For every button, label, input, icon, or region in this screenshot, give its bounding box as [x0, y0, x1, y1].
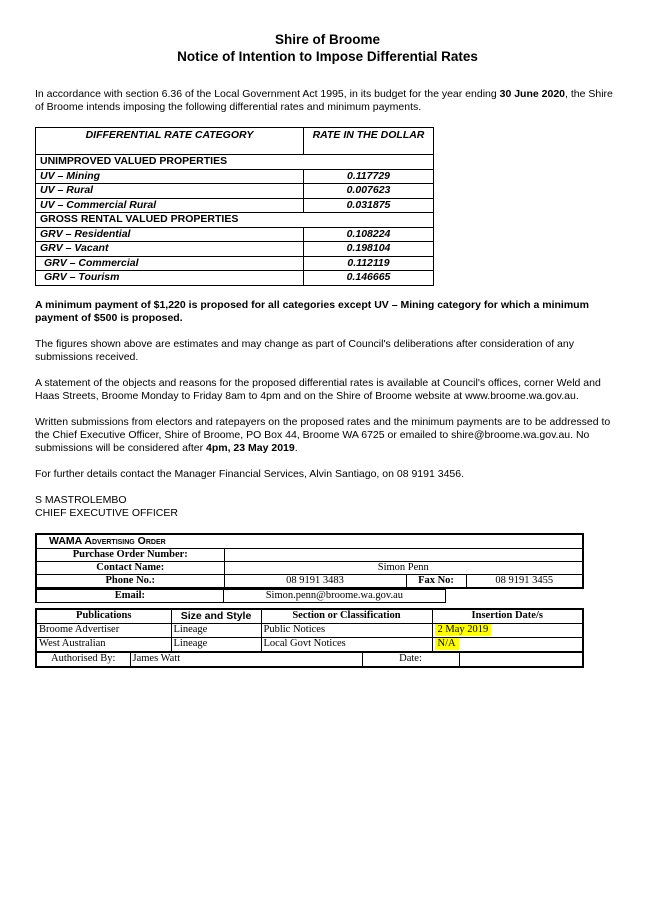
table-row: [36, 169, 434, 184]
rate-category: UV – Commercial Rural: [36, 198, 304, 213]
paragraph-intro: [35, 88, 620, 114]
table-row: [36, 242, 434, 257]
rate-category: GRV – Residential: [36, 227, 304, 242]
highlighted-insertion-date: N/A: [435, 638, 459, 650]
paragraph-further-details: For further details contact the Manager Financial Services, Alvin Santiago, on 08 9191 3456.: [35, 467, 465, 480]
publication-size: Lineage: [171, 623, 261, 637]
column-header-insertion: Insertion Date/s: [432, 609, 583, 623]
rate-value: 0.146665: [304, 271, 434, 286]
column-header-size-style: Size and Style: [171, 609, 261, 623]
publication-insertion-date: [432, 623, 583, 637]
rates-header-category: DIFFERENTIAL RATE CATEGORY: [36, 128, 304, 155]
rate-value: 0.031875: [304, 198, 434, 213]
intro-date-bold: 30 June 2020: [499, 88, 566, 100]
column-header-publications: Publications: [36, 609, 171, 623]
publications-table: [35, 608, 584, 652]
email-value: Simon.penn@broome.wa.gov.au: [223, 590, 445, 603]
table-row: [36, 184, 434, 199]
rates-header-row: [36, 128, 434, 155]
table-row: [36, 227, 434, 242]
email-label: Email:: [36, 590, 223, 603]
intro-text: In accordance with section 6.36 of the Local Government Act 1995, in its budget for the year ending: [35, 88, 500, 100]
paragraph-minimum-payment: A minimum payment of $1,220 is proposed for all categories except UV – Mining category for which a minimum payment of $500 is proposed.: [35, 298, 589, 324]
paragraph-statement: A statement of the objects and reasons for the proposed differential rates is available at Council's offices, corner Weld and Haas Streets, Broome Monday to Friday 8am to 4pm and on the Shire of Broome website at www.broome.wa.gov.au.: [35, 376, 601, 402]
rates-section-uv: UNIMPROVED VALUED PROPERTIES: [36, 155, 434, 170]
purchase-order-row: [36, 549, 583, 562]
rate-value: 0.198104: [304, 242, 434, 257]
authorised-by-value: James Watt: [130, 652, 362, 667]
rates-section-row-uv: [36, 155, 434, 170]
rate-category: GRV – Tourism: [36, 271, 304, 286]
signature-block: [35, 494, 620, 520]
publication-section: Public Notices: [261, 623, 432, 637]
table-row: [36, 637, 583, 651]
publication-section: Local Govt Notices: [261, 637, 432, 651]
rate-category: GRV – Commercial: [36, 256, 304, 271]
highlighted-insertion-date: 2 May 2019: [435, 624, 492, 636]
rate-value: 0.112119: [304, 256, 434, 271]
date-value: [459, 652, 583, 667]
date-label: Date:: [362, 652, 459, 667]
rate-value: 0.117729: [304, 169, 434, 184]
rates-section-row-grv: [36, 213, 434, 228]
order-form-contact-table: [35, 533, 584, 590]
rates-table: [35, 127, 434, 286]
advertising-order-form: [35, 533, 620, 669]
paragraph-figures: The figures shown above are estimates and may change as part of Council's deliberations after consideration of any submissions received.: [35, 337, 574, 363]
publication-insertion-date: [432, 637, 583, 651]
column-header-section: Section or Classification: [261, 609, 432, 623]
email-row: [35, 589, 446, 603]
purchase-order-value: [224, 549, 583, 562]
phone-label: Phone No.:: [36, 575, 224, 589]
rate-category: UV – Rural: [36, 184, 304, 199]
rates-section-grv: GROSS RENTAL VALUED PROPERTIES: [36, 213, 434, 228]
order-form-title-row: [36, 534, 583, 549]
phone-fax-row: [36, 575, 583, 589]
fax-value: 08 9191 3455: [466, 575, 583, 589]
table-row: [36, 198, 434, 213]
rate-category: UV – Mining: [36, 169, 304, 184]
paragraph-submissions: [35, 416, 620, 455]
table-row: [36, 623, 583, 637]
authorised-by-label: Authorised By:: [36, 652, 130, 667]
title-line-2: Notice of Intention to Impose Differential Rates: [177, 49, 478, 64]
rate-category: GRV – Vacant: [36, 242, 304, 257]
publication-name: West Australian: [36, 637, 171, 651]
table-row: [36, 271, 434, 286]
rate-value: 0.007623: [304, 184, 434, 199]
contact-name-label: Contact Name:: [36, 562, 224, 575]
phone-value: 08 9191 3483: [224, 575, 406, 589]
contact-name-value: Simon Penn: [224, 562, 583, 575]
order-form-title: WAMA Advertising Order: [36, 534, 583, 549]
publication-name: Broome Advertiser: [36, 623, 171, 637]
publications-header-row: [36, 609, 583, 623]
signature-name: S MASTROLEMBO: [35, 493, 127, 506]
signature-title: CHIEF EXECUTIVE OFFICER: [35, 506, 178, 519]
fax-label: Fax No:: [406, 575, 466, 589]
title-line-1: Shire of Broome: [274, 32, 380, 47]
intro-text-end: , the Shire of Broome intends imposing the following differential rates and minimum payments.: [35, 88, 613, 113]
authorised-row: [35, 652, 584, 669]
table-row: [36, 256, 434, 271]
submissions-text-end: .: [294, 441, 298, 454]
publication-size: Lineage: [171, 637, 261, 651]
submissions-deadline-bold: 4pm, 23 May 2019: [206, 441, 295, 454]
contact-name-row: [36, 562, 583, 575]
rate-value: 0.108224: [304, 227, 434, 242]
submissions-text: Written submissions from electors and ratepayers on the proposed rates and the minimum payments are to be addressed to the Chief Executive Officer, Shire of Broome, PO Box 44, Broome WA 6725 or emailed to shire@broome.wa.gov.au. No submissions will be considered after: [35, 415, 611, 454]
rates-header-rate: RATE IN THE DOLLAR: [304, 128, 434, 155]
page-title: [35, 31, 620, 65]
purchase-order-label: Purchase Order Number:: [36, 549, 224, 562]
